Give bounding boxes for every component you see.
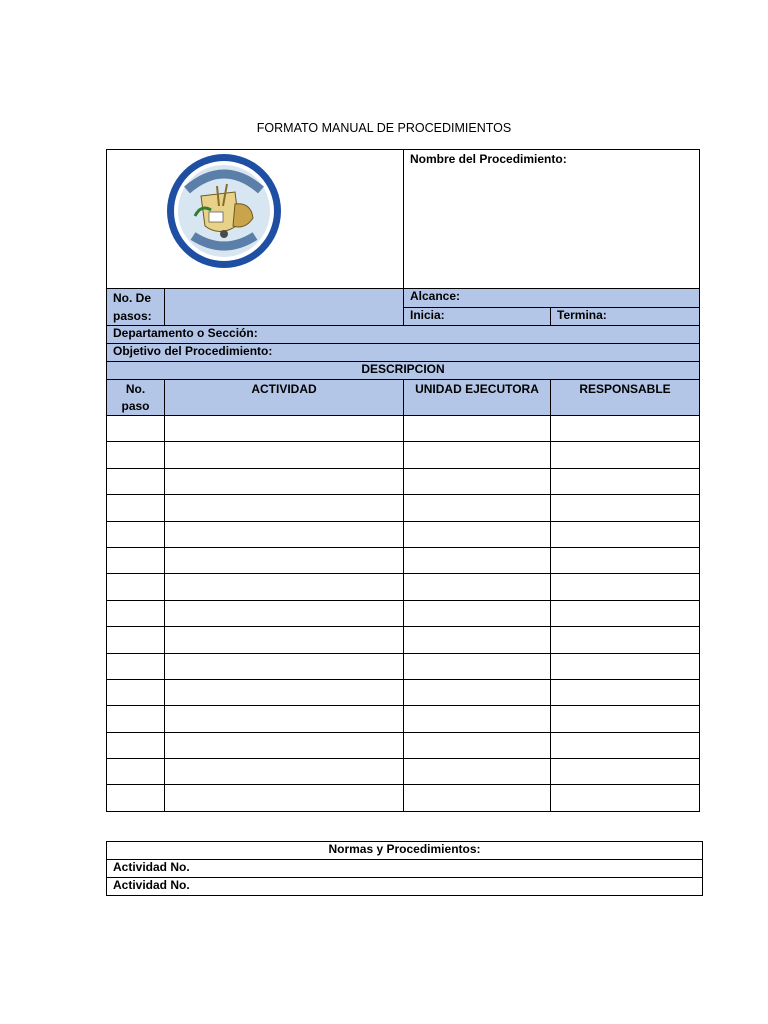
responsable-cell[interactable] <box>551 732 700 758</box>
step-number-cell[interactable] <box>107 574 165 600</box>
table-row <box>107 547 700 573</box>
unidad-ejecutora-cell[interactable] <box>404 785 551 811</box>
actividad-cell[interactable] <box>165 759 404 785</box>
responsable-cell[interactable] <box>551 653 700 679</box>
column-header-responsable: RESPONSABLE <box>551 380 700 416</box>
procedure-name-cell[interactable] <box>404 150 700 289</box>
descripcion-header: DESCRIPCION <box>107 362 700 380</box>
inicia-label: Inicia: <box>404 307 551 326</box>
unidad-ejecutora-cell[interactable] <box>404 442 551 468</box>
unidad-ejecutora-cell[interactable] <box>404 600 551 626</box>
step-number-cell[interactable] <box>107 785 165 811</box>
unidad-ejecutora-cell[interactable] <box>404 627 551 653</box>
step-number-cell[interactable] <box>107 468 165 494</box>
responsable-cell[interactable] <box>551 442 700 468</box>
unidad-ejecutora-cell[interactable] <box>404 547 551 573</box>
step-number-cell[interactable] <box>107 495 165 521</box>
municipal-logo <box>165 152 283 270</box>
unidad-ejecutora-cell[interactable] <box>404 574 551 600</box>
table-row <box>107 495 700 521</box>
table-row <box>107 679 700 705</box>
step-number-cell[interactable] <box>107 627 165 653</box>
unidad-ejecutora-cell[interactable] <box>404 732 551 758</box>
responsable-cell[interactable] <box>551 706 700 732</box>
normas-row: Actividad No. <box>107 860 703 878</box>
responsable-cell[interactable] <box>551 679 700 705</box>
actividad-cell[interactable] <box>165 521 404 547</box>
responsable-cell[interactable] <box>551 574 700 600</box>
no-pasos-field[interactable] <box>165 289 404 326</box>
responsable-cell[interactable] <box>551 600 700 626</box>
unidad-ejecutora-cell[interactable] <box>404 495 551 521</box>
column-header-no-paso: No. paso <box>107 380 165 416</box>
table-row <box>107 759 700 785</box>
table-row <box>107 468 700 494</box>
logo-cell <box>107 150 404 289</box>
alcance-label: Alcance: <box>404 289 700 308</box>
step-number-cell[interactable] <box>107 732 165 758</box>
actividad-cell[interactable] <box>165 653 404 679</box>
document-title: FORMATO MANUAL DE PROCEDIMIENTOS <box>256 121 512 135</box>
actividad-cell[interactable] <box>165 732 404 758</box>
responsable-cell[interactable] <box>551 416 700 442</box>
objetivo-label: Objetivo del Procedimiento: <box>107 344 700 362</box>
table-row <box>107 627 700 653</box>
normas-title: Normas y Procedimientos: <box>107 842 703 860</box>
unidad-ejecutora-cell[interactable] <box>404 679 551 705</box>
responsable-cell[interactable] <box>551 468 700 494</box>
unidad-ejecutora-cell[interactable] <box>404 706 551 732</box>
step-number-cell[interactable] <box>107 706 165 732</box>
actividad-cell[interactable] <box>165 785 404 811</box>
actividad-cell[interactable] <box>165 574 404 600</box>
step-number-cell[interactable] <box>107 653 165 679</box>
unidad-ejecutora-cell[interactable] <box>404 759 551 785</box>
responsable-cell[interactable] <box>551 495 700 521</box>
actividad-cell[interactable] <box>165 706 404 732</box>
step-number-cell[interactable] <box>107 600 165 626</box>
actividad-cell[interactable] <box>165 600 404 626</box>
step-number-cell[interactable] <box>107 442 165 468</box>
responsable-cell[interactable] <box>551 759 700 785</box>
actividad-cell[interactable] <box>165 627 404 653</box>
unidad-ejecutora-cell[interactable] <box>404 653 551 679</box>
procedure-name-label: Nombre del Procedimiento: <box>410 152 567 166</box>
responsable-cell[interactable] <box>551 547 700 573</box>
actividad-cell[interactable] <box>165 679 404 705</box>
actividad-cell[interactable] <box>165 495 404 521</box>
normas-row: Actividad No. <box>107 878 703 896</box>
unidad-ejecutora-cell[interactable] <box>404 468 551 494</box>
table-row <box>107 521 700 547</box>
actividad-cell[interactable] <box>165 416 404 442</box>
step-number-cell[interactable] <box>107 759 165 785</box>
table-row <box>107 442 700 468</box>
actividad-cell[interactable] <box>165 442 404 468</box>
table-row <box>107 574 700 600</box>
step-number-cell[interactable] <box>107 679 165 705</box>
actividad-cell[interactable] <box>165 468 404 494</box>
step-number-cell[interactable] <box>107 521 165 547</box>
table-row <box>107 732 700 758</box>
step-number-cell[interactable] <box>107 416 165 442</box>
table-row <box>107 653 700 679</box>
termina-label: Termina: <box>551 307 700 326</box>
column-header-unidad-ejecutora: UNIDAD EJECUTORA <box>404 380 551 416</box>
procedure-table <box>106 149 700 812</box>
unidad-ejecutora-cell[interactable] <box>404 416 551 442</box>
responsable-cell[interactable] <box>551 627 700 653</box>
responsable-cell[interactable] <box>551 521 700 547</box>
step-number-cell[interactable] <box>107 547 165 573</box>
table-row <box>107 416 700 442</box>
table-row <box>107 785 700 811</box>
normas-table <box>106 841 703 896</box>
unidad-ejecutora-cell[interactable] <box>404 521 551 547</box>
column-header-actividad: ACTIVIDAD <box>165 380 404 416</box>
table-row <box>107 706 700 732</box>
table-row <box>107 600 700 626</box>
departamento-label: Departamento o Sección: <box>107 326 700 344</box>
no-pasos-label: No. De pasos: <box>107 289 165 326</box>
actividad-cell[interactable] <box>165 547 404 573</box>
responsable-cell[interactable] <box>551 785 700 811</box>
